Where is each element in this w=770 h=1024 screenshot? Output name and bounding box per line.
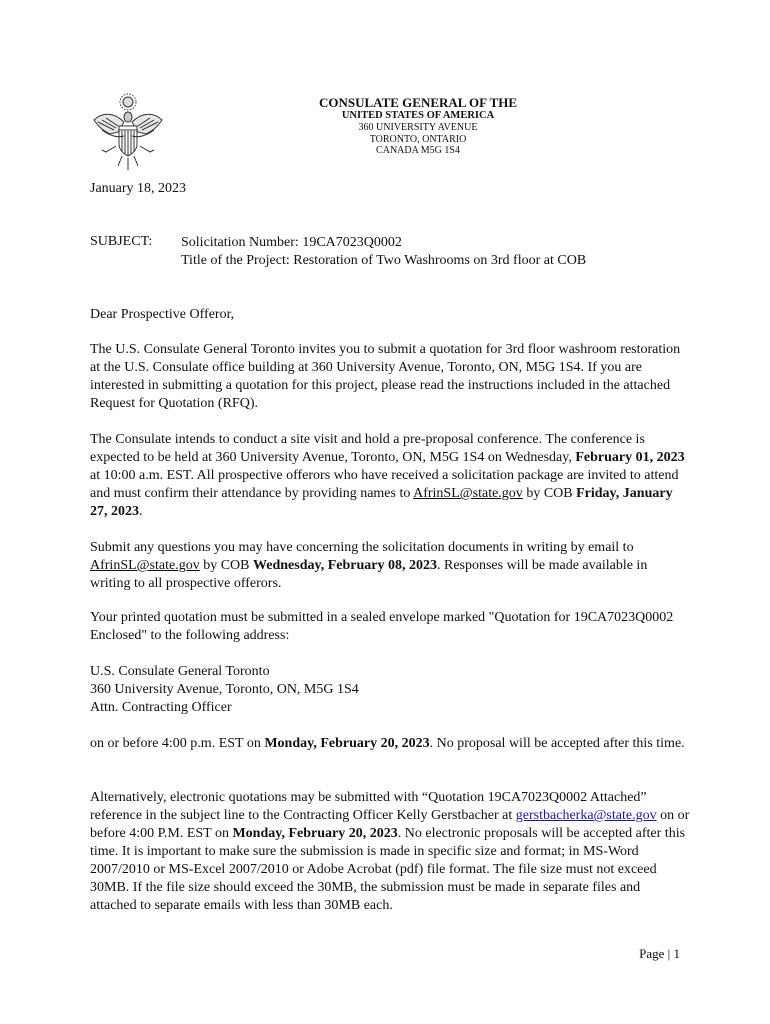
letterhead <box>280 95 556 157</box>
p3-text-d: . Responses will be made available in writing to all prospective offerors. <box>90 558 648 591</box>
p3-text-b: by COB <box>199 558 254 573</box>
subject-lines <box>181 234 586 270</box>
email-link-afrin[interactable]: AfrinSL@state.gov <box>413 486 523 501</box>
p5-text-a: on or before 4:00 p.m. EST on <box>90 736 265 751</box>
address-line-2: 360 University Avenue, Toronto, ON, M5G 1S4 <box>90 682 359 697</box>
p2-text-c: at 10:00 a.m. EST. All prospective offerors who have received a solicitation package are invited to attend and must confirm their attendance by providing names to <box>90 468 679 501</box>
great-seal-icon <box>88 90 168 172</box>
p6-text-d: . No electronic proposals will be accepted after this time. It is important to make sure the submission is made in specific size and format; in MS-Word 2007/2010 or MS-Excel 2007/2010 or Adobe Acrobat (pdf) file format. The file size must not exceed 30MB. If the file size should exceed the 30MB, the submission must be made in separate files and attached to separate emails with less than 30MB each. <box>90 826 686 913</box>
p5-deadline-date: Monday, February 20, 2023 <box>264 736 430 751</box>
page-number: Page | 1 <box>639 946 680 961</box>
email-link-afrin-2[interactable]: AfrinSL@state.gov <box>90 558 200 573</box>
address-line-1: U.S. Consulate General Toronto <box>90 664 270 679</box>
paragraph-deadline <box>90 735 690 753</box>
p5-text-c: . No proposal will be accepted after this time. <box>429 736 685 751</box>
mailing-address <box>90 663 690 717</box>
letterhead-postal: CANADA M5G 1S4 <box>376 145 460 157</box>
p2-text-d: by COB <box>522 486 577 501</box>
letterhead-title: CONSULATE GENERAL OF THE <box>318 95 518 110</box>
paragraph-invitation: The U.S. Consulate General Toronto invites you to submit a quotation for 3rd floor washroom restoration at the U.S. Consulate office building at 360 University Avenue, Toronto, ON, M5G 1S4. If you are interested in submitting a quotation for this project, please read the instructions included in the attached Request for Quotation (RFQ). <box>90 342 681 411</box>
letterhead-city: TORONTO, ONTARIO <box>369 133 467 145</box>
letter-date: January 18, 2023 <box>90 181 187 196</box>
solicitation-number: Solicitation Number: 19CA7023Q0002 <box>181 235 402 250</box>
letterhead-country: UNITED STATES OF AMERICA <box>341 110 495 122</box>
p3-text-a: Submit any questions you may have concerning the solicitation documents in writing by email to <box>90 540 634 555</box>
paragraph-electronic <box>90 789 690 915</box>
p6-deadline-date: Monday, February 20, 2023 <box>232 826 398 841</box>
paragraph-printed-quotation: Your printed quotation must be submitted in a sealed envelope marked "Quotation for 19CA7023Q0002 Enclosed" to the following address: <box>90 610 674 643</box>
paragraph-site-visit <box>90 431 690 521</box>
p6-text-b: on or before 4:00 P.M. EST on <box>90 808 690 841</box>
p2-confirm-date: Friday, January 27, 2023 <box>90 486 673 519</box>
paragraph-questions <box>90 539 690 593</box>
p6-text-a: Alternatively, electronic quotations may be submitted with “Quotation 19CA7023Q0002 Attached” reference in the subject line to the Contracting Officer Kelly Gerstbacher at <box>90 790 647 823</box>
p2-conference-date: February 01, 2023 <box>575 450 685 465</box>
letterhead-street: 360 UNIVERSITY AVENUE <box>358 122 478 134</box>
salutation: Dear Prospective Offeror, <box>90 307 235 322</box>
p3-questions-date: Wednesday, February 08, 2023 <box>253 558 437 573</box>
project-title: Title of the Project: Restoration of Two Washrooms on 3rd floor at COB <box>181 253 587 268</box>
email-link-gerstbacher[interactable]: gerstbacherka@state.gov <box>515 808 657 823</box>
subject-label: SUBJECT: <box>90 234 153 249</box>
p2-text-f: . <box>139 504 143 519</box>
p2-text-a: The Consulate intends to conduct a site visit and hold a pre-proposal conference. The conference is expected to be held at 360 University Avenue, Toronto, ON, M5G 1S4 on Wednesday, <box>90 432 645 465</box>
address-line-3: Attn. Contracting Officer <box>90 700 232 715</box>
